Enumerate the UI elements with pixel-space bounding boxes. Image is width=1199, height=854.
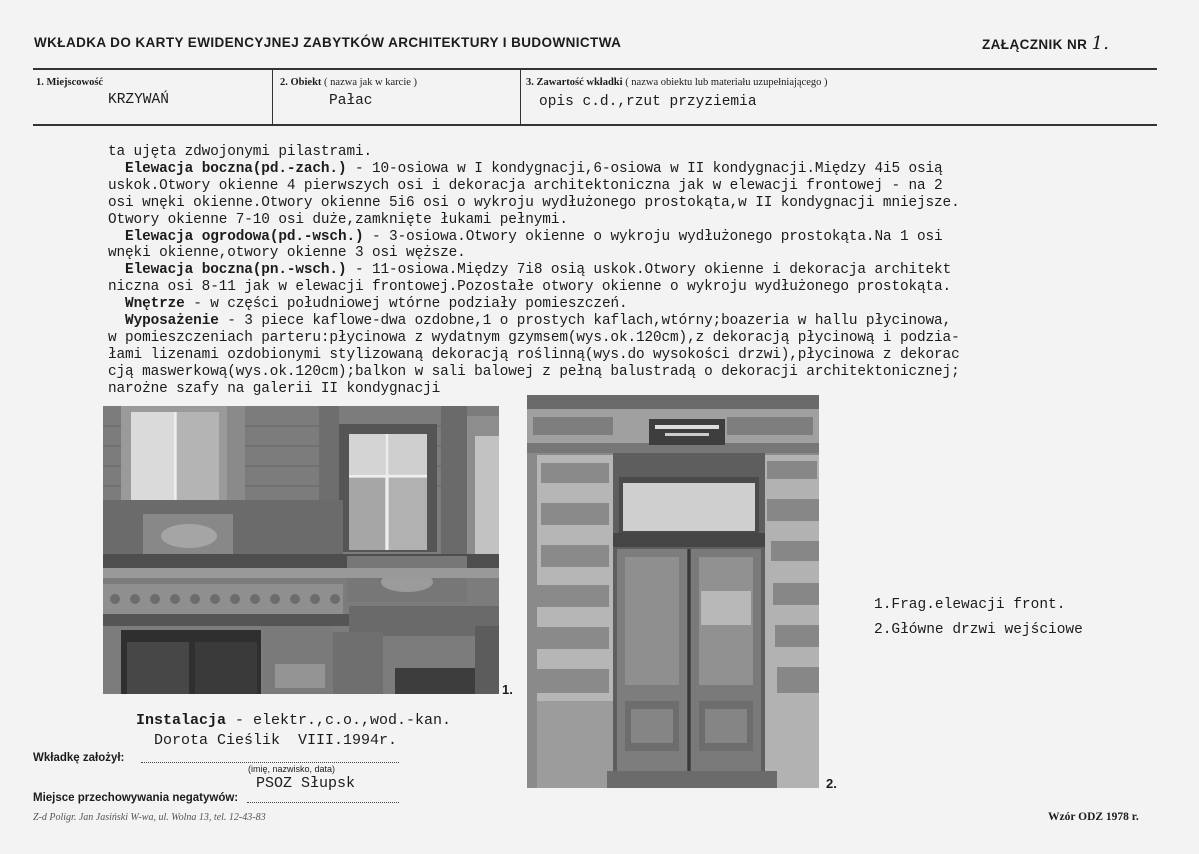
section-heading: Wnętrze: [125, 296, 185, 313]
description-line: - 3-osiowa.Otwory okienne o wykroju wydłużonego prostokąta.Na 1 osi: [363, 228, 943, 245]
created-by-label: Wkładkę założył:: [33, 752, 125, 764]
contents-label-text: 3. Zawartość wkładki: [526, 77, 623, 88]
description-line: - 11-osiowa.Między 7i8 osią uskok.Otwory okienne i dekoracja architekt: [346, 262, 952, 279]
object-label-note: ( nazwa jak w karcie ): [324, 77, 418, 88]
main-door-photo: [527, 395, 819, 788]
caption-2: 2.Główne drzwi wejściowe: [874, 622, 1083, 638]
description-line: - w części południowej wtórne podziały pomieszczeń.: [184, 296, 628, 313]
annex-label: [982, 33, 1109, 54]
column-divider-1: [272, 70, 273, 124]
description-line: w pomieszczeniach parteru:płycinowa z wydatnym gzymsem(wys.ok.120cm),z dekoracją płycinową i podzia-: [108, 329, 960, 346]
created-by-note: (imię, nazwisko, data): [248, 764, 336, 774]
description-line: - 3 piece kaflowe-dwa ozdobne,1 o prostych kaflach,wtórny;boazeria w hallu płycinowa,: [218, 313, 952, 330]
top-rule: [33, 68, 1157, 70]
description-line: cją maswerkową(wys.ok.120cm);balkon w sali balowej z pełną balustradą o dekoracji architektonicznej;: [108, 363, 960, 380]
description-text: [108, 144, 1118, 398]
object-label-text: 2. Obiekt: [280, 77, 322, 88]
description-line: osi wnęki okienne.Otwory okienne 5i6 osi o wykroju wydłużonego prostokąta,w II kondygnacji mniejsze.: [108, 194, 960, 211]
form-title: WKŁADKA DO KARTY EWIDENCYJNEJ ZABYTKÓW ARCHITEKTURY I BUDOWNICTWA: [34, 35, 622, 50]
description-line: - 10-osiowa w I kondygnacji,6-osiowa w II kondygnacji.Między 4i5 osią: [346, 160, 943, 177]
facade-fragment-photo: [103, 406, 499, 694]
negatives-dotted-line: [247, 802, 399, 803]
negatives-label: Miejsce przechowywania negatywów:: [33, 792, 239, 804]
caption-1: 1.Frag.elewacji front.: [874, 597, 1066, 613]
form-model: Wzór ODZ 1978 r.: [1048, 811, 1139, 823]
photo2-number: 2.: [826, 776, 837, 791]
printer-imprint: Z-d Poligr. Jan Jasiński W-wa, ul. Wolna 13, tel. 12-43-83: [33, 812, 266, 823]
object-label: [280, 77, 417, 88]
photo-captions: [874, 593, 1083, 643]
installation-value: - elektr.,c.o.,wod.-kan.: [226, 712, 452, 729]
installation-block: [136, 711, 451, 751]
object-value: Pałac: [329, 93, 373, 109]
description-line: Otwory okienne 7-10 osi duże,zamknięte łukami pełnymi.: [108, 211, 568, 228]
institution-stamp: PSOZ Słupsk: [256, 775, 356, 792]
annex-number: 1.: [1091, 33, 1110, 54]
section-heading: Wyposażenie: [125, 313, 219, 330]
section-heading: Elewacja boczna(pd.-zach.): [125, 160, 347, 177]
description-line: niczna osi 8-11 jak w elewacji frontowej.Pozostałe otwory okienne o wykroju wydłużonego prostokąta.: [108, 279, 952, 296]
locality-label: 1. Miejscowość: [36, 77, 104, 88]
section-heading: Elewacja ogrodowa(pd.-wsch.): [125, 228, 364, 245]
description-line: uskok.Otwory okienne 4 pierwszych osi i dekoracja architektoniczna jak w elewacji frontowej - na 2: [108, 177, 943, 194]
description-line: łami lizenami ozdobionymi stylizowaną dekoracją roślinną(wys.do wysokości drzwi),płycinowa z dekorac: [108, 346, 960, 363]
annex-label-text: ZAŁĄCZNIK NR: [982, 37, 1088, 52]
contents-label: [526, 77, 828, 88]
description-line: wnęki okienne,otwory okienne 3 osi węższe.: [108, 245, 466, 262]
contents-label-note: ( nazwa obiektu lub materiału uzupełniającego ): [625, 77, 828, 88]
created-by-dotted-line: [141, 762, 399, 763]
author-line: Dorota Cieślik VIII.1994r.: [154, 732, 398, 749]
locality-value: KRZYWAŃ: [108, 92, 169, 108]
bottom-rule: [33, 124, 1157, 126]
description-line: narożne szafy na galerii II kondygnacji: [108, 380, 441, 397]
photo1-number: 1.: [502, 682, 513, 697]
description-line: ta ujęta zdwojonymi pilastrami.: [108, 144, 372, 160]
column-divider-2: [520, 70, 521, 124]
contents-value: opis c.d.,rzut przyziemia: [539, 94, 757, 110]
installation-label: Instalacja: [136, 712, 227, 729]
section-heading: Elewacja boczna(pn.-wsch.): [125, 262, 347, 279]
